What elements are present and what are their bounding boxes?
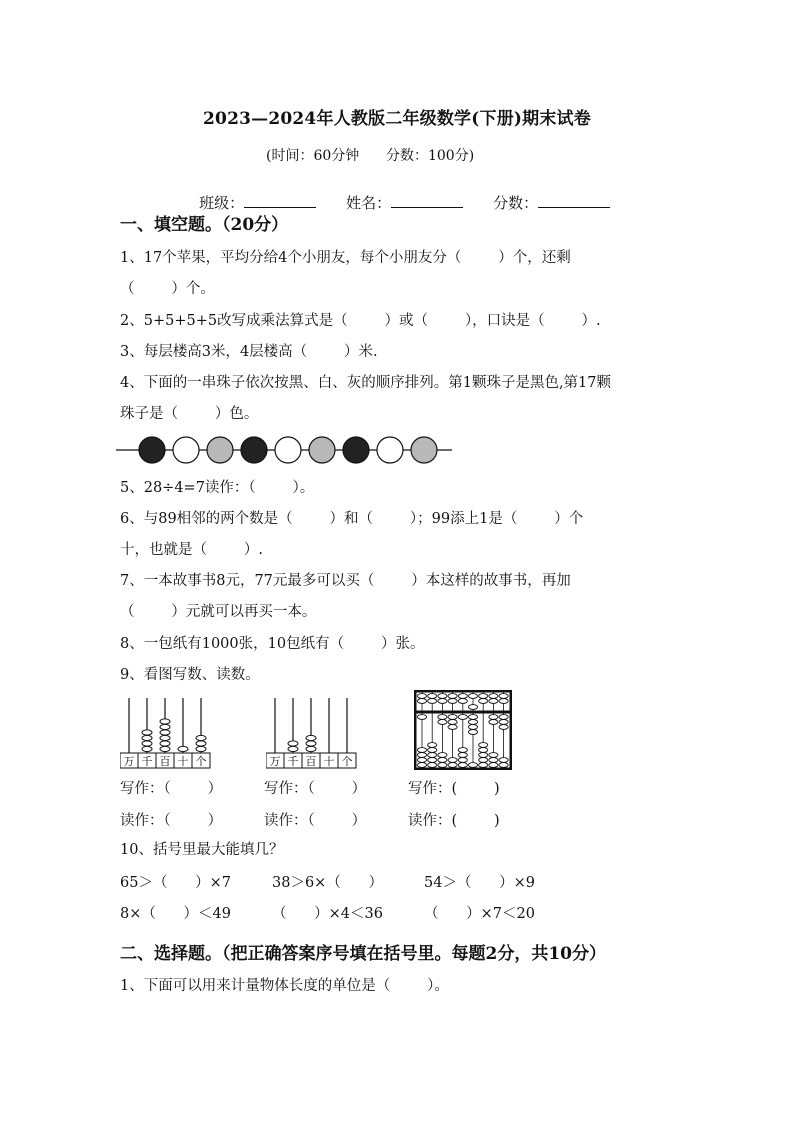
abacus-bead xyxy=(499,715,508,720)
question-2: 2、5+5+5+5改写成乘法算式是（ ）或（ ），口诀是（ ）. xyxy=(120,313,601,329)
abacus-bead xyxy=(458,699,467,704)
abacus-bead xyxy=(428,758,437,763)
abacus-bead xyxy=(448,715,457,720)
read-answer-2: 读作：（ ） xyxy=(264,813,367,829)
abacus-bead xyxy=(448,758,457,763)
abacus-bead xyxy=(479,743,488,748)
place-label: 十 xyxy=(177,755,189,768)
question-10-item-2: 38＞6×（ ） xyxy=(272,875,383,891)
abacus-bead xyxy=(499,758,508,763)
place-label: 个 xyxy=(195,755,207,768)
counter-bead xyxy=(160,741,170,746)
question-4-line2: 珠子是（ ）色。 xyxy=(120,406,259,422)
abacus-bead xyxy=(468,763,477,768)
counter-bead xyxy=(160,719,170,724)
counter-bead xyxy=(306,735,316,740)
abacus-bead xyxy=(417,753,426,758)
section1-heading: 一、填空题。（20分） xyxy=(120,215,289,235)
abacus-bead xyxy=(499,763,508,768)
abacus-bead xyxy=(438,753,447,758)
question-4-line1: 4、下面的一串珠子依次按黑、白、灰的顺序排列。第1颗珠子是黑色,第17颗 xyxy=(120,375,612,391)
counter-bead xyxy=(288,746,298,751)
section2-question-1: 1、下面可以用来计量物体长度的单位是（ ）。 xyxy=(120,978,449,994)
read-answer-1: 读作：（ ） xyxy=(120,813,223,829)
question-5: 5、28÷4=7读作：（ ）。 xyxy=(120,480,315,496)
bead-gray xyxy=(309,437,335,463)
chinese-abacus xyxy=(414,690,512,770)
class-blank[interactable] xyxy=(244,193,316,208)
abacus-bead xyxy=(489,715,498,720)
abacus-bead xyxy=(468,694,477,699)
counter-bead xyxy=(196,735,206,740)
abacus-bead xyxy=(489,699,498,704)
abacus-bead xyxy=(448,725,457,730)
question-10-item-1: 65＞（ ）×7 xyxy=(120,875,231,891)
abacus-bead xyxy=(489,753,498,758)
question-7-line1: 7、一本故事书8元，77元最多可以买（ ）本这样的故事书，再加 xyxy=(120,573,571,589)
read-answer-3: 读作：( ) xyxy=(408,813,500,829)
question-10-item-3: 54＞（ ）×9 xyxy=(424,875,535,891)
question-10-item-6: （ ）×7＜20 xyxy=(424,906,535,922)
abacus-bead xyxy=(417,715,426,720)
question-6-line2: 十，也就是（ ）. xyxy=(120,542,263,558)
abacus-bead xyxy=(438,715,447,720)
abacus-bead xyxy=(428,753,437,758)
abacus-bead xyxy=(489,763,498,768)
score-label: 分数： xyxy=(493,194,539,212)
counter-bead xyxy=(306,746,316,751)
place-label: 个 xyxy=(341,755,353,768)
abacus-bead xyxy=(468,725,477,730)
question-1-line1: 1、17个苹果，平均分给4个小朋友，每个小朋友分（ ）个，还剩 xyxy=(120,250,571,266)
bead-gray xyxy=(207,437,233,463)
abacus-bead xyxy=(468,720,477,725)
abacus-bead xyxy=(438,699,447,704)
abacus-bead xyxy=(428,699,437,704)
counter-bead xyxy=(160,724,170,729)
abacus-bead xyxy=(458,763,467,768)
question-10-item-5: （ ）×4＜36 xyxy=(272,906,383,922)
question-1-line2: （ ）个。 xyxy=(120,281,215,297)
counter-bead xyxy=(288,741,298,746)
section2-heading: 二、选择题。（把正确答案序号填在括号里。每题2分，共10分） xyxy=(120,944,606,964)
counter-bead xyxy=(142,741,152,746)
abacus-bead xyxy=(499,694,508,699)
question-8: 8、一包纸有1000张，10包纸有（ ）张。 xyxy=(120,636,425,652)
counting-frame-middle xyxy=(266,696,362,770)
bead-white xyxy=(275,437,301,463)
score-blank[interactable] xyxy=(538,193,610,208)
page-title: 2023—2024年人教版二年级数学(下册)期末试卷 xyxy=(203,109,591,129)
question-10: 10、括号里最大能填几？ xyxy=(120,842,284,858)
counter-bead xyxy=(160,735,170,740)
place-label: 十 xyxy=(323,755,335,768)
abacus-bead xyxy=(458,694,467,699)
abacus-bead xyxy=(458,753,467,758)
bead-black xyxy=(241,437,267,463)
abacus-bead xyxy=(448,694,457,699)
abacus-bead xyxy=(417,763,426,768)
abacus-bead xyxy=(458,748,467,753)
abacus-bead xyxy=(468,730,477,735)
abacus-bead xyxy=(417,748,426,753)
place-label: 百 xyxy=(159,755,171,768)
abacus-bead xyxy=(479,753,488,758)
abacus-bead xyxy=(499,699,508,704)
bead-gray xyxy=(411,437,437,463)
abacus-bead xyxy=(499,720,508,725)
bead-string xyxy=(116,434,456,466)
bead-white xyxy=(377,437,403,463)
question-9: 9、看图写数、读数。 xyxy=(120,667,260,683)
abacus-bead xyxy=(428,763,437,768)
abacus-bead xyxy=(417,694,426,699)
bead-black xyxy=(343,437,369,463)
class-label: 班级： xyxy=(199,194,245,212)
counter-bead xyxy=(178,746,188,751)
abacus-bead xyxy=(468,705,477,710)
abacus-bead xyxy=(468,715,477,720)
abacus-bead xyxy=(417,758,426,763)
counter-bead xyxy=(160,746,170,751)
bead-black xyxy=(139,437,165,463)
question-3: 3、每层楼高3米，4层楼高（ ）米. xyxy=(120,344,378,360)
abacus-bead xyxy=(489,720,498,725)
abacus-bead xyxy=(489,758,498,763)
abacus-bead xyxy=(438,694,447,699)
abacus-bead xyxy=(499,725,508,730)
abacus-bead xyxy=(448,720,457,725)
place-label: 千 xyxy=(141,755,153,768)
abacus-bead xyxy=(479,763,488,768)
counter-bead xyxy=(196,746,206,751)
abacus-bead xyxy=(438,758,447,763)
counter-bead xyxy=(160,730,170,735)
abacus-bead xyxy=(438,763,447,768)
abacus-bead xyxy=(479,694,488,699)
name-blank[interactable] xyxy=(391,193,463,208)
question-7-line2: （ ）元就可以再买一本。 xyxy=(120,604,317,620)
abacus-bead xyxy=(438,720,447,725)
place-label: 百 xyxy=(305,755,317,768)
abacus-bead xyxy=(489,694,498,699)
counter-bead xyxy=(306,741,316,746)
question-10-item-4: 8×（ ）＜49 xyxy=(120,906,231,922)
place-label: 万 xyxy=(123,755,135,768)
name-label: 姓名： xyxy=(346,194,392,212)
abacus-bead xyxy=(428,748,437,753)
counter-bead xyxy=(196,741,206,746)
abacus-bead xyxy=(479,699,488,704)
counter-bead xyxy=(142,735,152,740)
abacus-bead xyxy=(458,715,467,720)
abacus-bead xyxy=(428,694,437,699)
abacus-bead xyxy=(428,743,437,748)
counting-frame-left xyxy=(120,696,216,770)
bead-white xyxy=(173,437,199,463)
write-answer-1: 写作：（ ） xyxy=(120,781,223,797)
counter-bead xyxy=(142,730,152,735)
counter-bead xyxy=(142,746,152,751)
write-answer-2: 写作：（ ） xyxy=(264,781,367,797)
abacus-bead xyxy=(479,748,488,753)
exam-subtitle: (时间：60分钟 分数：100分) xyxy=(266,148,475,164)
place-label: 万 xyxy=(269,755,281,768)
abacus-bead xyxy=(458,758,467,763)
write-answer-3: 写作：( ) xyxy=(408,781,500,797)
abacus-bead xyxy=(479,758,488,763)
abacus-bead xyxy=(448,699,457,704)
question-6-line1: 6、与89相邻的两个数是（ ）和（ ）；99添上1是（ ）个 xyxy=(120,511,584,527)
place-label: 千 xyxy=(287,755,299,768)
abacus-bead xyxy=(417,699,426,704)
abacus-bead xyxy=(448,763,457,768)
